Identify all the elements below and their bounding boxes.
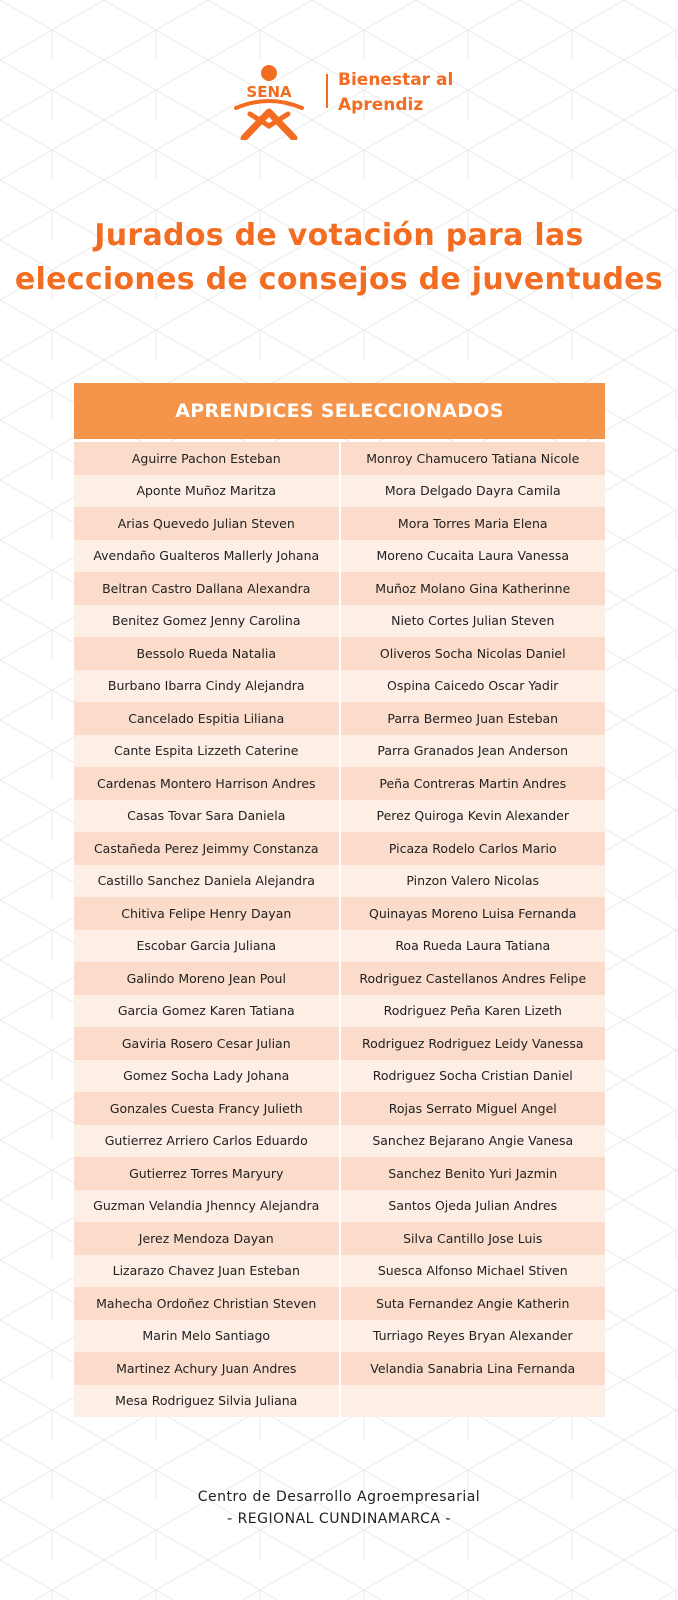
header — [0, 60, 678, 150]
table-row — [74, 572, 605, 605]
table-row — [74, 540, 605, 573]
table-row — [74, 1157, 605, 1190]
brand-text — [338, 68, 453, 118]
footer-line-1: Centro de Desarrollo Agroempresarial — [197, 1489, 481, 1505]
name-cell-right: Mora Delgado Dayra Camila — [341, 475, 606, 508]
name-cell-right: Nieto Cortes Julian Steven — [341, 605, 606, 638]
sena-logo — [226, 64, 312, 140]
name-cell-left: Mesa Rodriguez Silvia Juliana — [74, 1385, 341, 1418]
table-row — [74, 832, 605, 865]
name-cell-left: Arias Quevedo Julian Steven — [74, 507, 341, 540]
name-cell-left: Aponte Muñoz Maritza — [74, 475, 341, 508]
name-cell-left: Avendaño Gualteros Mallerly Johana — [74, 540, 341, 573]
name-cell-left: Gomez Socha Lady Johana — [74, 1060, 341, 1093]
name-cell-left: Martinez Achury Juan Andres — [74, 1352, 341, 1385]
name-cell-right: Sanchez Benito Yuri Jazmin — [341, 1157, 606, 1190]
name-cell-left: Cancelado Espitia Liliana — [74, 702, 341, 735]
selected-apprentices-table — [74, 383, 605, 1417]
name-cell-left: Castañeda Perez Jeimmy Constanza — [74, 832, 341, 865]
name-cell-right: Moreno Cucaita Laura Vanessa — [341, 540, 606, 573]
table-row — [74, 1092, 605, 1125]
name-cell-right: Oliveros Socha Nicolas Daniel — [341, 637, 606, 670]
name-cell-right: Rodriguez Castellanos Andres Felipe — [341, 962, 606, 995]
name-cell-right: Rojas Serrato Miguel Angel — [341, 1092, 606, 1125]
name-cell-right: Peña Contreras Martin Andres — [341, 767, 606, 800]
name-cell-right: Suta Fernandez Angie Katherin — [341, 1287, 606, 1320]
name-cell-left: Aguirre Pachon Esteban — [74, 442, 341, 475]
page-title — [0, 214, 678, 302]
table-row — [74, 767, 605, 800]
brand-line-1: Bienestar al — [338, 70, 454, 90]
table-row — [74, 1190, 605, 1223]
name-cell-left: Garcia Gomez Karen Tatiana — [74, 995, 341, 1028]
brand-line-2: Aprendiz — [338, 95, 424, 115]
name-cell-right: Monroy Chamucero Tatiana Nicole — [341, 442, 606, 475]
table-row — [74, 637, 605, 670]
table-row — [74, 995, 605, 1028]
name-cell-left: Gonzales Cuesta Francy Julieth — [74, 1092, 341, 1125]
name-cell-right: Turriago Reyes Bryan Alexander — [341, 1320, 606, 1353]
name-cell-left: Gutierrez Torres Maryury — [74, 1157, 341, 1190]
name-cell-left: Bessolo Rueda Natalia — [74, 637, 341, 670]
name-cell-right: Suesca Alfonso Michael Stiven — [341, 1255, 606, 1288]
name-cell-left: Beltran Castro Dallana Alexandra — [74, 572, 341, 605]
table-row — [74, 1320, 605, 1353]
name-cell-left: Marin Melo Santiago — [74, 1320, 341, 1353]
name-cell-right: Picaza Rodelo Carlos Mario — [341, 832, 606, 865]
name-cell-right: Velandia Sanabria Lina Fernanda — [341, 1352, 606, 1385]
name-cell-left: Guzman Velandia Jhenncy Alejandra — [74, 1190, 341, 1223]
name-cell-right: Parra Bermeo Juan Esteban — [341, 702, 606, 735]
table-row — [74, 962, 605, 995]
table-row — [74, 1060, 605, 1093]
table-row — [74, 1027, 605, 1060]
name-cell-left: Casas Tovar Sara Daniela — [74, 800, 341, 833]
name-cell-right: Roa Rueda Laura Tatiana — [341, 930, 606, 963]
name-cell-right: Mora Torres Maria Elena — [341, 507, 606, 540]
table-row — [74, 507, 605, 540]
name-cell-right: Muñoz Molano Gina Katherinne — [341, 572, 606, 605]
name-cell-left: Gaviria Rosero Cesar Julian — [74, 1027, 341, 1060]
name-cell-left: Cardenas Montero Harrison Andres — [74, 767, 341, 800]
name-cell-right: Pinzon Valero Nicolas — [341, 865, 606, 898]
name-cell-left: Cante Espita Lizzeth Caterine — [74, 735, 341, 768]
name-cell-left: Benitez Gomez Jenny Carolina — [74, 605, 341, 638]
name-cell-right: Rodriguez Socha Cristian Daniel — [341, 1060, 606, 1093]
table-row — [74, 897, 605, 930]
name-cell-left: Burbano Ibarra Cindy Alejandra — [74, 670, 341, 703]
name-cell-left: Galindo Moreno Jean Poul — [74, 962, 341, 995]
name-cell-right — [341, 1385, 606, 1418]
table-row — [74, 800, 605, 833]
name-cell-right: Santos Ojeda Julian Andres — [341, 1190, 606, 1223]
footer — [0, 1486, 678, 1530]
table-body — [74, 442, 605, 1417]
footer-line-2: - REGIONAL CUNDINAMARCA - — [227, 1511, 451, 1527]
table-row — [74, 670, 605, 703]
name-cell-right: Ospina Caicedo Oscar Yadir — [341, 670, 606, 703]
table-row — [74, 865, 605, 898]
name-cell-left: Jerez Mendoza Dayan — [74, 1222, 341, 1255]
table-row — [74, 702, 605, 735]
title-line-2: elecciones de consejos de juventudes — [14, 262, 664, 297]
name-cell-left: Escobar Garcia Juliana — [74, 930, 341, 963]
table-row — [74, 1385, 605, 1418]
table-row — [74, 930, 605, 963]
table-row — [74, 1222, 605, 1255]
name-cell-right: Quinayas Moreno Luisa Fernanda — [341, 897, 606, 930]
table-row — [74, 442, 605, 475]
table-row — [74, 1125, 605, 1158]
name-cell-right: Perez Quiroga Kevin Alexander — [341, 800, 606, 833]
name-cell-right: Parra Granados Jean Anderson — [341, 735, 606, 768]
name-cell-left: Lizarazo Chavez Juan Esteban — [74, 1255, 341, 1288]
brand-divider — [326, 74, 328, 108]
name-cell-right: Silva Cantillo Jose Luis — [341, 1222, 606, 1255]
name-cell-left: Chitiva Felipe Henry Dayan — [74, 897, 341, 930]
table-row — [74, 735, 605, 768]
name-cell-left: Mahecha Ordoñez Christian Steven — [74, 1287, 341, 1320]
table-row — [74, 475, 605, 508]
name-cell-left: Castillo Sanchez Daniela Alejandra — [74, 865, 341, 898]
table-row — [74, 1287, 605, 1320]
title-line-1: Jurados de votación para las — [94, 218, 584, 253]
table-row — [74, 1255, 605, 1288]
name-cell-left: Gutierrez Arriero Carlos Eduardo — [74, 1125, 341, 1158]
name-cell-right: Rodriguez Rodriguez Leidy Vanessa — [341, 1027, 606, 1060]
name-cell-right: Sanchez Bejarano Angie Vanesa — [341, 1125, 606, 1158]
table-heading: APRENDICES SELECCIONADOS — [74, 383, 605, 439]
table-row — [74, 605, 605, 638]
logo-text: SENA — [246, 83, 292, 101]
table-row — [74, 1352, 605, 1385]
name-cell-right: Rodriguez Peña Karen Lizeth — [341, 995, 606, 1028]
